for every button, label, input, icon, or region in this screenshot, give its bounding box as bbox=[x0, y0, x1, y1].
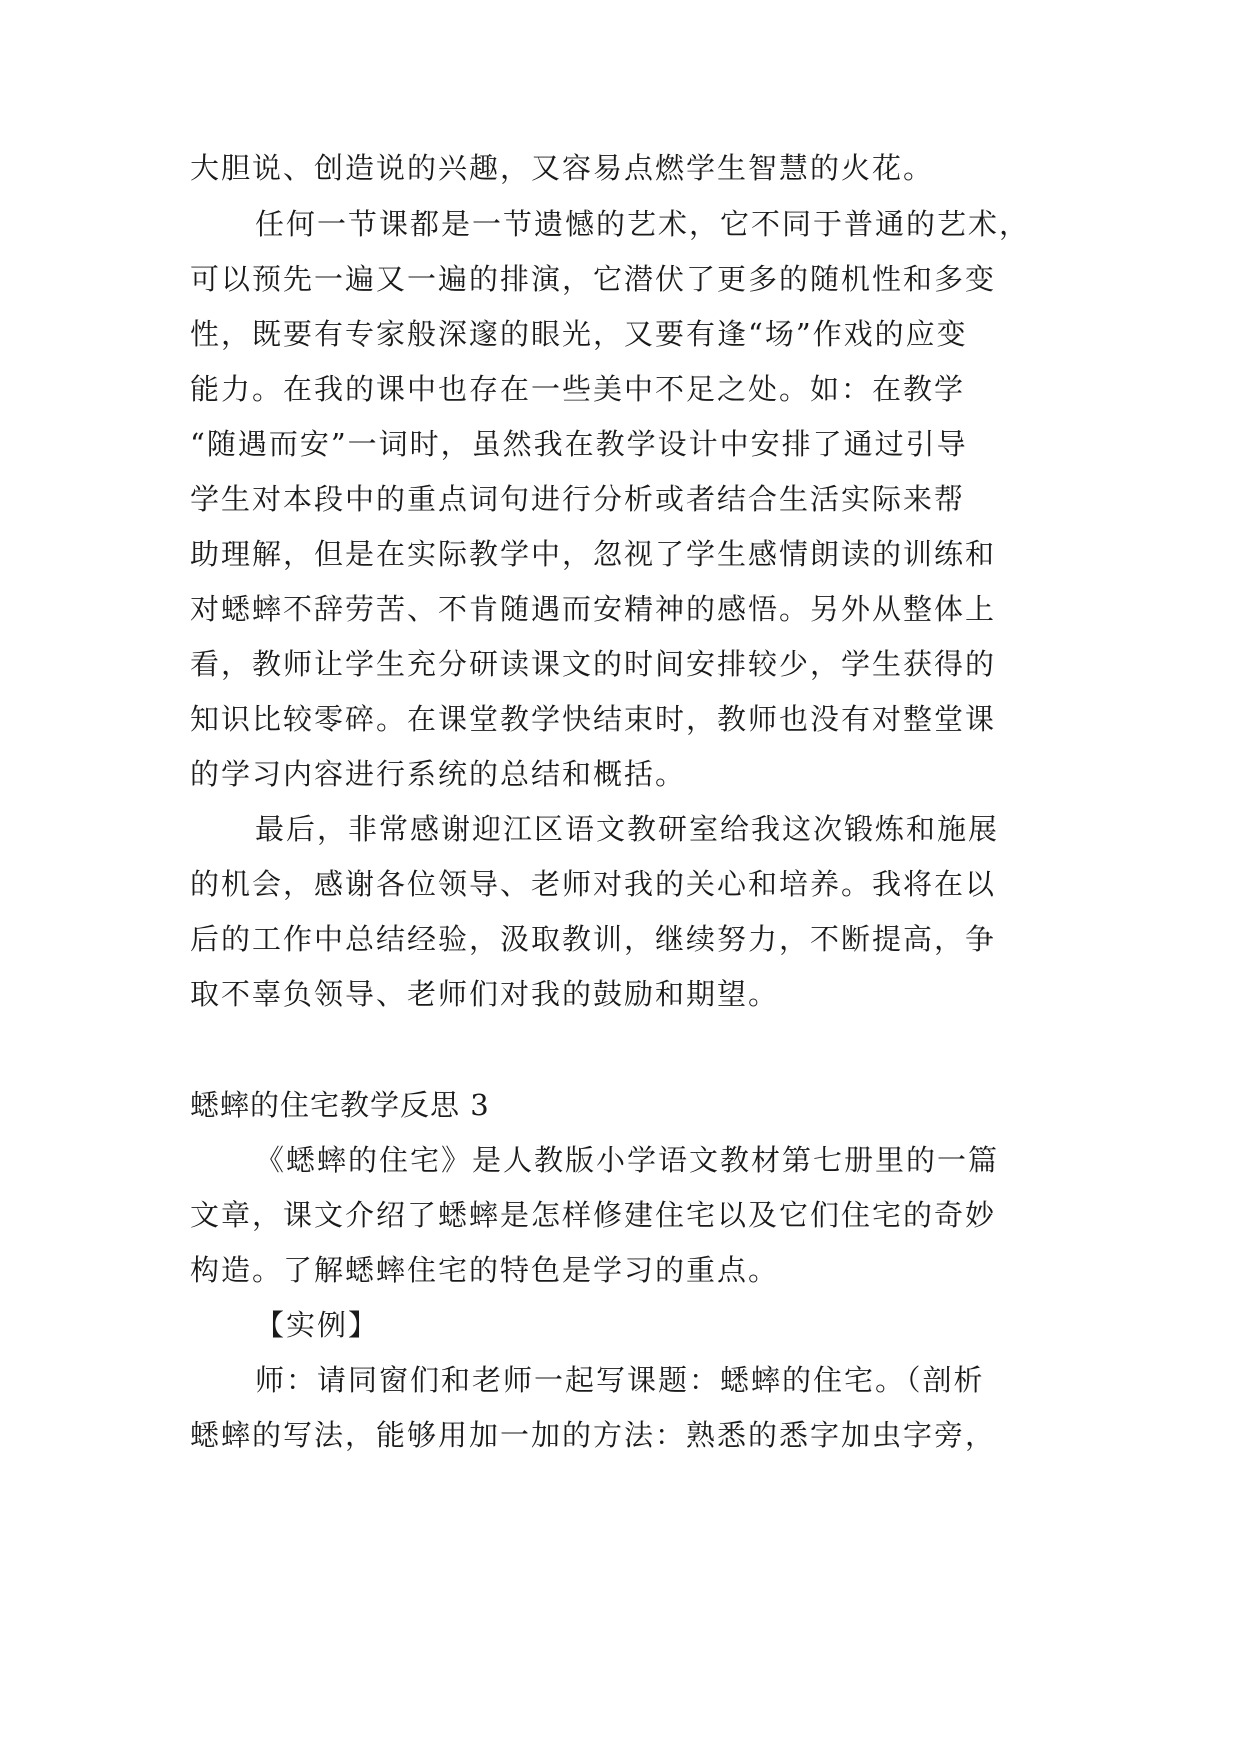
paragraph-line: 知识比较零碎。在课堂教学快结束时，教师也没有对整堂课 bbox=[190, 702, 997, 736]
paragraph-line: 的机会，感谢各位领导、老师对我的关心和培养。我将在以 bbox=[190, 867, 997, 901]
paragraph-line: 助理解，但是在实际教学中，忽视了学生感情朗读的训练和 bbox=[190, 537, 997, 571]
paragraph-line: 最后，非常感谢迎江区语文教研室给我这次锻炼和施展 bbox=[255, 812, 1000, 846]
paragraph-line: 蟋蟀的写法，能够用加一加的方法：熟悉的悉字加虫字旁， bbox=[190, 1418, 997, 1452]
paragraph-line: 大胆说、创造说的兴趣，又容易点燃学生智慧的火花。 bbox=[190, 151, 935, 185]
paragraph-line: 的学习内容进行系统的总结和概括。 bbox=[190, 757, 687, 791]
paragraph-line: 后的工作中总结经验，汲取教训，继续努力，不断提高，争 bbox=[190, 922, 997, 956]
section-heading: 蟋蟀的住宅教学反思 3 bbox=[190, 1088, 490, 1122]
paragraph-line: 师：请同窗们和老师一起写课题：蟋蟀的住宅。（剖析 bbox=[255, 1363, 985, 1397]
paragraph-line: 对蟋蟀不辞劳苦、不肯随遇而安精神的感悟。另外从整体上 bbox=[190, 592, 997, 626]
paragraph-line: 【实例】 bbox=[255, 1308, 380, 1342]
paragraph-line: “随遇而安”一词时，虽然我在教学设计中安排了通过引导 bbox=[190, 427, 968, 461]
paragraph-line: 性，既要有专家般深邃的眼光，又要有逢“场”作戏的应变 bbox=[190, 317, 968, 351]
paragraph-line: 《蟋蟀的住宅》是人教版小学语文教材第七册里的一篇 bbox=[255, 1143, 1000, 1177]
paragraph-line: 文章，课文介绍了蟋蟀是怎样修建住宅以及它们住宅的奇妙 bbox=[190, 1198, 997, 1232]
paragraph-line: 学生对本段中的重点词句进行分析或者结合生活实际来帮 bbox=[190, 482, 966, 516]
paragraph-line: 构造。了解蟋蟀住宅的特色是学习的重点。 bbox=[190, 1253, 780, 1287]
paragraph-line: 取不辜负领导、老师们对我的鼓励和期望。 bbox=[190, 977, 780, 1011]
paragraph-line: 能力。在我的课中也存在一些美中不足之处。如：在教学 bbox=[190, 372, 966, 406]
paragraph-line: 看，教师让学生充分研读课文的时间安排较少，学生获得的 bbox=[190, 647, 997, 681]
paragraph-line: 任何一节课都是一节遗憾的艺术，它不同于普通的艺术， bbox=[255, 207, 1031, 241]
paragraph-line: 可以预先一遍又一遍的排演，它潜伏了更多的随机性和多变 bbox=[190, 262, 997, 296]
